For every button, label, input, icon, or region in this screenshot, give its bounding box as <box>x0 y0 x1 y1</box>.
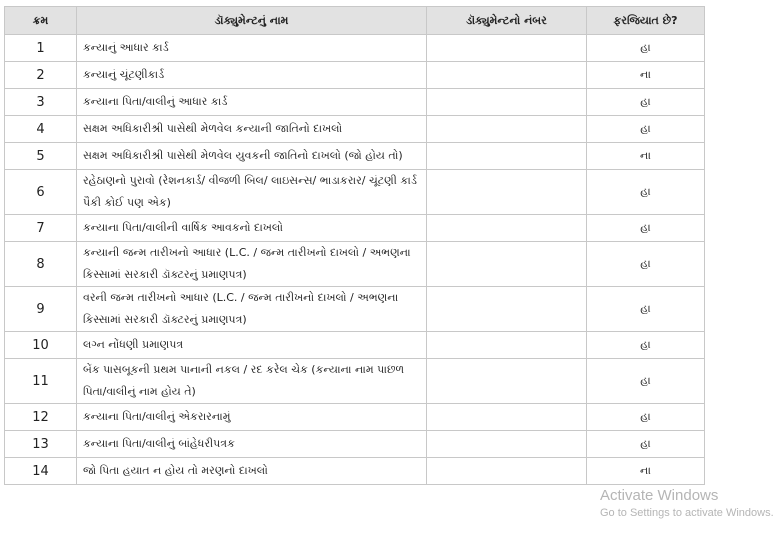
row-mandatory: હા <box>587 35 705 62</box>
row-document-name: કન્યાના પિતા/વાલીનું આધાર કાર્ડ <box>77 89 427 116</box>
header-document-number: ડૉક્યુમેન્ટનો નંબર <box>427 7 587 35</box>
row-document-name: કન્યાની જન્મ તારીખનો આધાર (L.C. / જન્મ તારીખનો દાખલો / અભણના કિસ્સામાં સરકારી ડૉક્ટરનું પ્રમાણપત્ર) <box>77 242 427 287</box>
table-row <box>5 215 705 242</box>
row-document-number <box>427 332 587 359</box>
row-number: 9 <box>5 287 77 332</box>
table-row <box>5 458 705 485</box>
row-document-number <box>427 89 587 116</box>
row-document-name: કન્યાના પિતા/વાલીનું બાંહેધરીપત્રક <box>77 431 427 458</box>
table-row <box>5 404 705 431</box>
row-document-name: વરની જન્મ તારીખનો આધાર (L.C. / જન્મ તારીખનો દાખલો / અભણના કિસ્સામાં સરકારી ડૉક્ટરનું પ્રમાણપત્ર) <box>77 287 427 332</box>
row-document-name: કન્યાનું ચૂંટણીકાર્ડ <box>77 62 427 89</box>
row-document-name: સક્ષમ અધિકારીશ્રી પાસેથી મેળવેલ કન્યાની જાતિનો દાખલો <box>77 116 427 143</box>
row-number: 2 <box>5 62 77 89</box>
row-number: 8 <box>5 242 77 287</box>
table-row <box>5 89 705 116</box>
row-document-name: લગ્ન નોંધણી પ્રમાણપત્ર <box>77 332 427 359</box>
table-row <box>5 332 705 359</box>
row-mandatory: હા <box>587 89 705 116</box>
row-document-number <box>427 35 587 62</box>
row-document-name: બેંક પાસબૂકની પ્રથમ પાનાની નકલ / રદ કરેલ ચેક (કન્યાના નામ પાછળ પિતા/વાલીનું નામ હોય તે) <box>77 359 427 404</box>
header-document-name: ડૉક્યુમેન્ટનું નામ <box>77 7 427 35</box>
documents-table <box>4 6 705 485</box>
row-number: 13 <box>5 431 77 458</box>
table-row <box>5 116 705 143</box>
row-mandatory: હા <box>587 287 705 332</box>
table-row <box>5 170 705 215</box>
row-mandatory: હા <box>587 170 705 215</box>
header-number: ક્રમ <box>5 7 77 35</box>
row-document-number <box>427 143 587 170</box>
row-number: 1 <box>5 35 77 62</box>
row-number: 5 <box>5 143 77 170</box>
row-mandatory: હા <box>587 332 705 359</box>
row-number: 12 <box>5 404 77 431</box>
row-document-number <box>427 170 587 215</box>
row-number: 3 <box>5 89 77 116</box>
row-mandatory: હા <box>587 404 705 431</box>
row-mandatory: હા <box>587 431 705 458</box>
row-document-number <box>427 431 587 458</box>
table-row <box>5 62 705 89</box>
watermark-title: Activate Windows <box>600 487 719 504</box>
header-mandatory: ફરજિયાત છે? <box>587 7 705 35</box>
row-number: 10 <box>5 332 77 359</box>
row-number: 4 <box>5 116 77 143</box>
table-row <box>5 287 705 332</box>
activate-windows-watermark <box>600 487 774 521</box>
row-mandatory: હા <box>587 116 705 143</box>
row-document-name: સક્ષમ અધિકારીશ્રી પાસેથી મેળવેલ યુવકની જાતિનો દાખલો (જો હોય તો) <box>77 143 427 170</box>
row-document-name: જો પિતા હયાત ન હોય તો મરણનો દાખલો <box>77 458 427 485</box>
table-row <box>5 242 705 287</box>
row-document-number <box>427 116 587 143</box>
table-row <box>5 431 705 458</box>
row-document-number <box>427 62 587 89</box>
table-row <box>5 359 705 404</box>
row-mandatory: હા <box>587 242 705 287</box>
row-number: 11 <box>5 359 77 404</box>
row-mandatory: ના <box>587 62 705 89</box>
row-mandatory: ના <box>587 458 705 485</box>
row-document-number <box>427 215 587 242</box>
row-document-name: રહેઠાણનો પુરાવો (રેશનકાર્ડ/ વીજળી બિલ/ લાઇસન્સ/ ભાડાકરાર/ ચૂંટણી કાર્ડ પૈકી કોઈ પણ એક) <box>77 170 427 215</box>
row-number: 7 <box>5 215 77 242</box>
row-mandatory: હા <box>587 215 705 242</box>
table-row <box>5 35 705 62</box>
row-document-number <box>427 242 587 287</box>
row-document-name: કન્યાના પિતા/વાલીની વાર્ષિક આવકનો દાખલો <box>77 215 427 242</box>
row-number: 14 <box>5 458 77 485</box>
row-document-number <box>427 287 587 332</box>
row-mandatory: હા <box>587 359 705 404</box>
row-document-name: કન્યાનું આધાર કાર્ડ <box>77 35 427 62</box>
table-header-row <box>5 7 705 35</box>
row-document-number <box>427 404 587 431</box>
row-document-name: કન્યાના પિતા/વાલીનું એકરારનામું <box>77 404 427 431</box>
table-body <box>5 35 705 485</box>
row-number: 6 <box>5 170 77 215</box>
row-document-number <box>427 359 587 404</box>
row-document-number <box>427 458 587 485</box>
table-row <box>5 143 705 170</box>
watermark-subtitle: Go to Settings to activate Windows. <box>600 507 774 519</box>
row-mandatory: ના <box>587 143 705 170</box>
